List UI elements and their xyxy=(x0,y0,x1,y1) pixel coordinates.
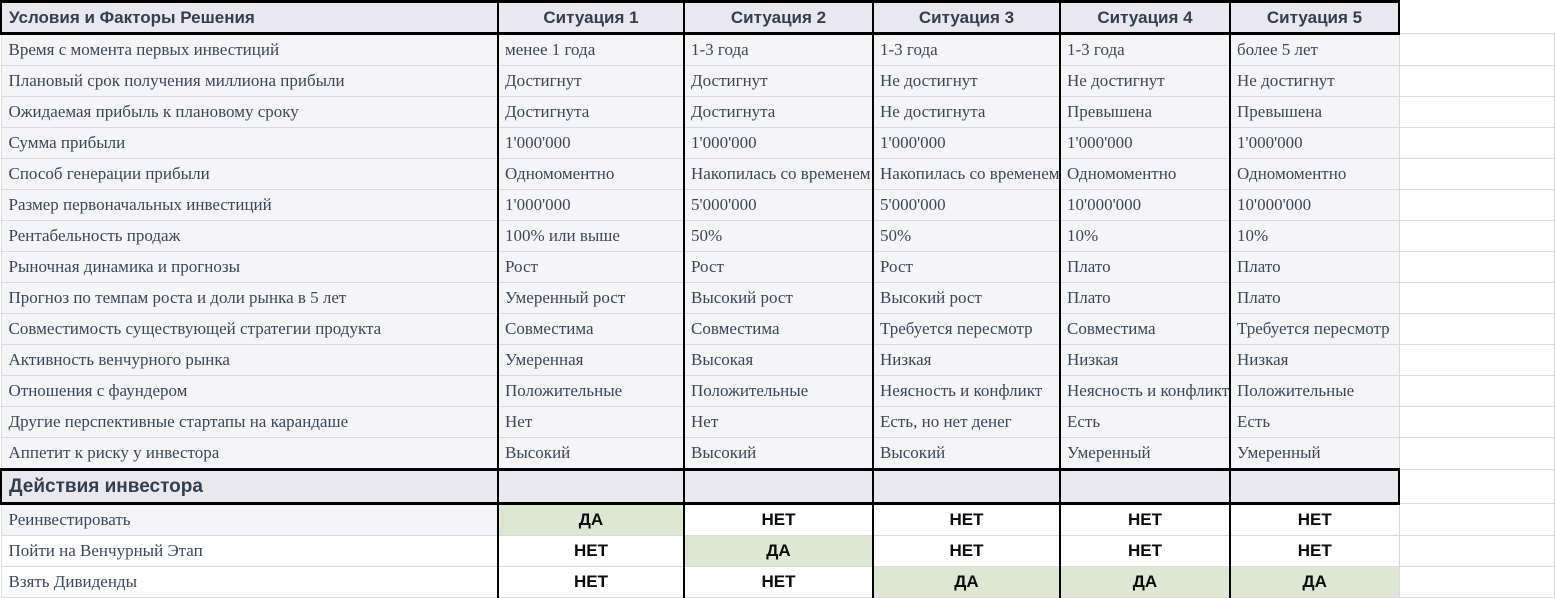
cell-value[interactable] xyxy=(873,221,1060,252)
decision-cell[interactable]: НЕТ xyxy=(1230,536,1399,567)
cell-value[interactable] xyxy=(498,345,684,376)
cell-text: Достигнут xyxy=(691,71,768,90)
cell-value[interactable] xyxy=(1060,376,1230,407)
decision-cell[interactable]: ДА xyxy=(1230,567,1399,598)
cell-text: 5'000'000 xyxy=(691,195,757,214)
row-label[interactable]: Реинвестировать xyxy=(1,504,498,536)
cell-text: Достигнута xyxy=(505,102,590,121)
cell-value[interactable] xyxy=(1060,97,1230,128)
condition-row xyxy=(1,252,1554,283)
cell-value[interactable] xyxy=(1230,252,1399,283)
cell-value[interactable] xyxy=(498,407,684,438)
cell-text: 50% xyxy=(880,226,912,245)
row-label[interactable]: Другие перспективные стартапы на карандаше xyxy=(1,407,498,438)
cell-value[interactable] xyxy=(1060,190,1230,221)
cell-value[interactable] xyxy=(1230,66,1399,97)
cell-text: 1'000'000 xyxy=(505,133,571,152)
empty-column-cell[interactable] xyxy=(1399,221,1554,252)
cell-text: менее 1 года xyxy=(505,40,596,59)
row-label[interactable]: Прогноз по темпам роста и доли рынка в 5 лет xyxy=(1,283,498,314)
cell-value[interactable] xyxy=(1060,345,1230,376)
cell-text: Совместима xyxy=(505,319,594,338)
cell-text: Неясность и конфликт xyxy=(880,381,1043,400)
cell-value[interactable] xyxy=(873,190,1060,221)
cell-value[interactable] xyxy=(1060,438,1230,470)
cell-text: Требуется пересмотр xyxy=(880,319,1033,338)
cell-value[interactable] xyxy=(1230,283,1399,314)
cell-text: Умеренная xyxy=(505,350,584,369)
cell-text: Плато xyxy=(1237,288,1281,307)
cell-value[interactable] xyxy=(1230,97,1399,128)
cell-value[interactable] xyxy=(1230,314,1399,345)
row-label[interactable]: Отношения с фаундером xyxy=(1,376,498,407)
cell-text: Положительные xyxy=(691,381,809,400)
cell-text: 1-3 года xyxy=(691,40,749,59)
cell-value[interactable] xyxy=(873,314,1060,345)
section-empty-cell[interactable] xyxy=(1060,470,1230,504)
cell-text: Высокий рост xyxy=(691,288,793,307)
section-empty-cell[interactable] xyxy=(498,470,684,504)
cell-value[interactable] xyxy=(498,438,684,470)
condition-row xyxy=(1,34,1554,66)
condition-row xyxy=(1,221,1554,252)
situation-header[interactable]: Ситуация 2 xyxy=(684,2,873,34)
cell-value[interactable] xyxy=(498,34,684,66)
empty-column-cell[interactable] xyxy=(1399,536,1554,567)
cell-value[interactable] xyxy=(498,97,684,128)
table-header xyxy=(1,2,1554,34)
cell-text: 100% или выше xyxy=(505,226,620,245)
empty-column-cell[interactable] xyxy=(1399,283,1554,314)
cell-text: 1-3 года xyxy=(1067,40,1125,59)
cell-value[interactable] xyxy=(873,376,1060,407)
decision-cell[interactable]: НЕТ xyxy=(1060,504,1230,536)
cell-value[interactable] xyxy=(684,66,873,97)
cell-text: Плато xyxy=(1067,257,1111,276)
row-label[interactable]: Плановый срок получения миллиона прибыли xyxy=(1,66,498,97)
cell-text: Не достигнута xyxy=(880,102,986,121)
cell-text: более 5 лет xyxy=(1237,40,1318,59)
cell-text: Не достигнут xyxy=(880,71,978,90)
cell-text: 10'000'000 xyxy=(1067,195,1142,214)
cell-text: Высокая xyxy=(691,350,754,369)
condition-row xyxy=(1,283,1554,314)
cell-text: 10'000'000 xyxy=(1237,195,1312,214)
cell-value[interactable] xyxy=(873,252,1060,283)
row-label[interactable]: Рентабельность продаж xyxy=(1,221,498,252)
condition-row xyxy=(1,190,1554,221)
cell-value[interactable] xyxy=(1230,438,1399,470)
cell-value[interactable] xyxy=(498,252,684,283)
action-row xyxy=(1,504,1554,536)
cell-value[interactable] xyxy=(1060,252,1230,283)
cell-text: Умеренный рост xyxy=(505,288,626,307)
cell-text: Есть xyxy=(1067,412,1101,431)
decision-cell[interactable]: НЕТ xyxy=(873,504,1060,536)
decision-cell[interactable]: НЕТ xyxy=(498,536,684,567)
row-label[interactable]: Взять Дивиденды xyxy=(1,567,498,598)
cell-value[interactable] xyxy=(684,159,873,190)
cell-text: Превышена xyxy=(1237,102,1323,121)
cell-text: 50% xyxy=(691,226,723,245)
empty-column-cell[interactable] xyxy=(1399,190,1554,221)
cell-value[interactable] xyxy=(498,283,684,314)
cell-value[interactable] xyxy=(684,376,873,407)
cell-value[interactable] xyxy=(684,34,873,66)
cell-value[interactable] xyxy=(1230,407,1399,438)
situation-header[interactable]: Ситуация 5 xyxy=(1230,2,1399,34)
cell-text: Есть, но нет денег xyxy=(880,412,1012,431)
condition-row xyxy=(1,97,1554,128)
empty-column-cell[interactable] xyxy=(1399,407,1554,438)
cell-text: Не достигнут xyxy=(1067,71,1165,90)
cell-text: 1'000'000 xyxy=(1237,133,1303,152)
cell-text: Плато xyxy=(1067,288,1111,307)
cell-value[interactable] xyxy=(873,345,1060,376)
cell-value[interactable] xyxy=(684,97,873,128)
decision-cell[interactable]: ДА xyxy=(873,567,1060,598)
cell-value[interactable] xyxy=(1230,34,1399,66)
cell-value[interactable] xyxy=(1060,283,1230,314)
cell-text: Накопилась со временем xyxy=(691,164,871,183)
cell-text: 1'000'000 xyxy=(505,195,571,214)
row-label[interactable]: Ожидаемая прибыль к плановому сроку xyxy=(1,97,498,128)
decision-cell[interactable]: НЕТ xyxy=(1060,536,1230,567)
row-label[interactable]: Аппетит к риску у инвестора xyxy=(1,438,498,470)
cell-value[interactable] xyxy=(1230,221,1399,252)
cell-value[interactable] xyxy=(498,314,684,345)
cell-text: Одномоментно xyxy=(1067,164,1177,183)
empty-column-cell[interactable] xyxy=(1399,314,1554,345)
cell-text: Высокий xyxy=(691,443,757,462)
cell-value[interactable] xyxy=(873,97,1060,128)
cell-value[interactable] xyxy=(498,376,684,407)
cell-text: Низкая xyxy=(880,350,932,369)
cell-text: Положительные xyxy=(505,381,623,400)
cell-value[interactable] xyxy=(873,407,1060,438)
cell-text: Нет xyxy=(505,412,533,431)
empty-column-cell[interactable] xyxy=(1399,34,1554,66)
conditions-header-cell[interactable]: Условия и Факторы Решения xyxy=(1,2,498,34)
cell-text: Низкая xyxy=(1067,350,1119,369)
cell-value[interactable] xyxy=(684,283,873,314)
condition-row xyxy=(1,438,1554,470)
cell-value[interactable] xyxy=(1060,407,1230,438)
decision-cell[interactable]: НЕТ xyxy=(1230,504,1399,536)
cell-text: Плато xyxy=(1237,257,1281,276)
decision-cell[interactable]: НЕТ xyxy=(498,567,684,598)
cell-text: Совместима xyxy=(691,319,780,338)
cell-value[interactable] xyxy=(498,66,684,97)
cell-text: Одномоментно xyxy=(505,164,615,183)
cell-value[interactable] xyxy=(1230,190,1399,221)
cell-value[interactable] xyxy=(873,66,1060,97)
section-title[interactable]: Действия инвестора xyxy=(1,470,498,504)
cell-value[interactable] xyxy=(873,159,1060,190)
cell-value[interactable] xyxy=(498,190,684,221)
cell-text: Требуется пересмотр xyxy=(1237,319,1390,338)
empty-column-cell[interactable] xyxy=(1399,66,1554,97)
row-label[interactable]: Совместимость существующей стратегии продукта xyxy=(1,314,498,345)
row-label[interactable]: Пойти на Венчурный Этап xyxy=(1,536,498,567)
cell-text: Низкая xyxy=(1237,350,1289,369)
cell-text: 1'000'000 xyxy=(1067,133,1133,152)
situation-header[interactable]: Ситуация 4 xyxy=(1060,2,1230,34)
cell-value[interactable] xyxy=(498,128,684,159)
cell-value[interactable] xyxy=(684,438,873,470)
cell-text: Высокий xyxy=(505,443,571,462)
section-header-row xyxy=(1,470,1554,504)
decision-cell[interactable]: НЕТ xyxy=(873,536,1060,567)
condition-row xyxy=(1,345,1554,376)
cell-value[interactable] xyxy=(1230,345,1399,376)
cell-value[interactable] xyxy=(1060,128,1230,159)
cell-text: Достигнут xyxy=(505,71,582,90)
section-empty-cell[interactable] xyxy=(684,470,873,504)
cell-value[interactable] xyxy=(873,34,1060,66)
decision-cell[interactable]: ДА xyxy=(684,536,873,567)
condition-row xyxy=(1,159,1554,190)
cell-text: Превышена xyxy=(1067,102,1153,121)
decision-cell[interactable]: НЕТ xyxy=(684,567,873,598)
cell-text: Совместима xyxy=(1067,319,1156,338)
situation-header[interactable]: Ситуация 1 xyxy=(498,2,684,34)
condition-row xyxy=(1,66,1554,97)
cell-text: Одномоментно xyxy=(1237,164,1347,183)
cell-text: Есть xyxy=(1237,412,1271,431)
empty-column-cell[interactable] xyxy=(1399,470,1554,504)
cell-text: 1-3 года xyxy=(880,40,938,59)
row-label[interactable]: Рыночная динамика и прогнозы xyxy=(1,252,498,283)
empty-column-cell[interactable] xyxy=(1399,438,1554,470)
cell-text: Накопилась со временем xyxy=(880,164,1060,183)
cell-text: 1'000'000 xyxy=(880,133,946,152)
row-label[interactable]: Размер первоначальных инвестиций xyxy=(1,190,498,221)
cell-value[interactable] xyxy=(684,407,873,438)
empty-column-cell[interactable] xyxy=(1399,504,1554,536)
cell-value[interactable] xyxy=(684,252,873,283)
section-empty-cell[interactable] xyxy=(1230,470,1399,504)
cell-value[interactable] xyxy=(498,159,684,190)
decision-cell[interactable]: ДА xyxy=(498,504,684,536)
empty-column-cell[interactable] xyxy=(1399,97,1554,128)
cell-text: Рост xyxy=(691,257,724,276)
empty-column-cell[interactable] xyxy=(1399,376,1554,407)
cell-value[interactable] xyxy=(1230,128,1399,159)
situation-header[interactable]: Ситуация 3 xyxy=(873,2,1060,34)
cell-text: Нет xyxy=(691,412,719,431)
empty-column-cell[interactable] xyxy=(1399,2,1554,34)
empty-column-cell[interactable] xyxy=(1399,128,1554,159)
row-label[interactable]: Сумма прибыли xyxy=(1,128,498,159)
cell-text: Неясность и конфликт xyxy=(1067,381,1230,400)
decision-cell[interactable]: НЕТ xyxy=(684,504,873,536)
empty-column-cell[interactable] xyxy=(1399,345,1554,376)
cell-value[interactable] xyxy=(1060,34,1230,66)
row-label[interactable]: Время с момента первых инвестиций xyxy=(1,34,498,66)
cell-text: Положительные xyxy=(1237,381,1355,400)
action-row xyxy=(1,536,1554,567)
cell-value[interactable] xyxy=(684,345,873,376)
cell-text: Рост xyxy=(880,257,913,276)
cell-value[interactable] xyxy=(1060,221,1230,252)
cell-text: Не достигнут xyxy=(1237,71,1335,90)
cell-value[interactable] xyxy=(498,221,684,252)
cell-value[interactable] xyxy=(1230,376,1399,407)
cell-text: 10% xyxy=(1067,226,1099,245)
row-label[interactable]: Активность венчурного рынка xyxy=(1,345,498,376)
condition-row xyxy=(1,128,1554,159)
cell-value[interactable] xyxy=(873,283,1060,314)
cell-text: Рост xyxy=(505,257,538,276)
cell-text: 10% xyxy=(1237,226,1269,245)
cell-value[interactable] xyxy=(684,221,873,252)
table-body xyxy=(1,34,1554,598)
section-empty-cell[interactable] xyxy=(873,470,1060,504)
header-row xyxy=(1,2,1554,34)
row-label[interactable]: Способ генерации прибыли xyxy=(1,159,498,190)
cell-text: 1'000'000 xyxy=(691,133,757,152)
cell-value[interactable] xyxy=(684,128,873,159)
cell-text: Высокий рост xyxy=(880,288,982,307)
cell-value[interactable] xyxy=(873,128,1060,159)
cell-text: 5'000'000 xyxy=(880,195,946,214)
cell-text: Достигнута xyxy=(691,102,776,121)
condition-row xyxy=(1,407,1554,438)
cell-value[interactable] xyxy=(684,190,873,221)
condition-row xyxy=(1,314,1554,345)
cell-value[interactable] xyxy=(1060,314,1230,345)
cell-value[interactable] xyxy=(1060,66,1230,97)
cell-text: Умеренный xyxy=(1067,443,1151,462)
action-row xyxy=(1,567,1554,598)
cell-value[interactable] xyxy=(873,438,1060,470)
empty-column-cell[interactable] xyxy=(1399,252,1554,283)
empty-column-cell[interactable] xyxy=(1399,567,1554,598)
cell-value[interactable] xyxy=(684,314,873,345)
cell-value[interactable] xyxy=(1060,159,1230,190)
decision-cell[interactable]: ДА xyxy=(1060,567,1230,598)
cell-text: Высокий xyxy=(880,443,946,462)
empty-column-cell[interactable] xyxy=(1399,159,1554,190)
condition-row xyxy=(1,376,1554,407)
cell-text: Умеренный xyxy=(1237,443,1321,462)
cell-value[interactable] xyxy=(1230,159,1399,190)
